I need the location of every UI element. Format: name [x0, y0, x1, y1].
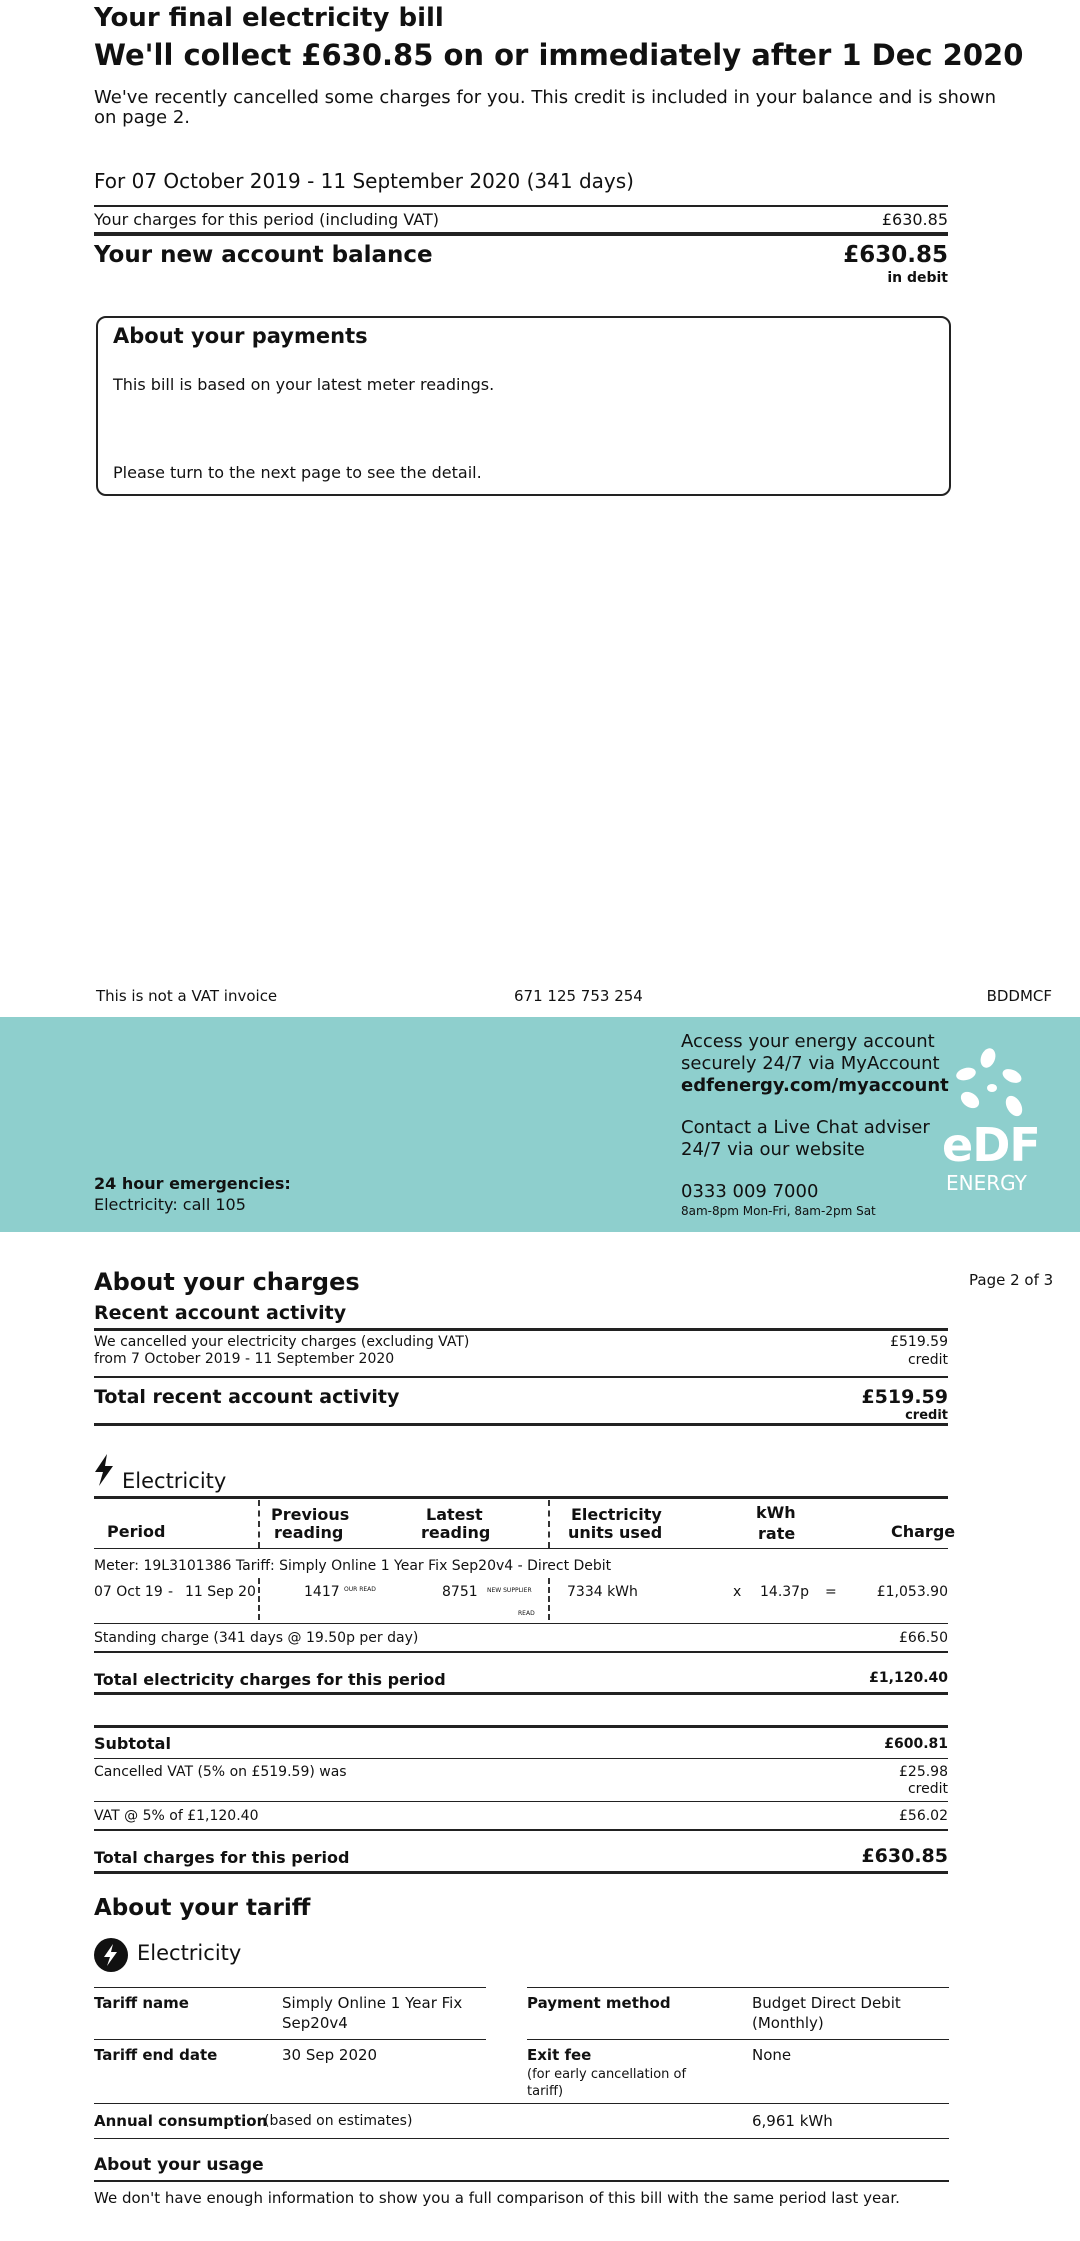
row-previous-tag: OUR READ	[344, 1586, 376, 1593]
header-period: Period	[107, 1522, 166, 1541]
exit-fee-value: None	[752, 2046, 792, 2064]
cancel-text: from 7 October 2019 - 11 September 2020	[94, 1351, 395, 1367]
divider	[94, 1871, 948, 1874]
phone-number: 0333 009 7000	[681, 1181, 819, 1202]
divider	[94, 1376, 948, 1378]
tariff-name-value: Simply Online 1 Year Fix	[282, 1994, 463, 2012]
divider	[94, 2103, 949, 2104]
lightning-icon	[93, 1454, 115, 1486]
payment-method-value: Budget Direct Debit	[752, 1994, 901, 2012]
header-rate: kWh	[756, 1503, 796, 1522]
payment-method-label: Payment method	[527, 1994, 671, 2012]
myaccount-text: Access your energy account	[681, 1031, 935, 1052]
phone-hours: 8am-8pm Mon-Fri, 8am-2pm Sat	[681, 1204, 876, 1218]
total-charges-value: £630.85	[861, 1845, 948, 1867]
row-date-separator: -	[168, 1584, 174, 1600]
total-recent-note: credit	[905, 1408, 948, 1423]
divider	[94, 2039, 486, 2040]
header-charge: Charge	[891, 1522, 956, 1541]
cancel-text: We cancelled your electricity charges (excluding VAT)	[94, 1334, 470, 1350]
divider	[94, 1829, 948, 1831]
edf-logo-sub: ENERGY	[946, 1171, 1027, 1195]
payments-text: Please turn to the next page to see the detail.	[113, 463, 482, 482]
cancel-value: £519.59	[890, 1334, 948, 1350]
charges-value: £630.85	[881, 210, 948, 229]
edf-logo-text: eDF	[942, 1118, 1040, 1172]
exit-fee-note: (for early cancellation of	[527, 2067, 687, 2082]
header-units: units used	[568, 1523, 663, 1542]
divider	[94, 1328, 948, 1331]
tariff-name-value: Sep20v4	[282, 2014, 348, 2032]
live-chat-text: 24/7 via our website	[681, 1139, 865, 1160]
tariff-end-value: 30 Sep 2020	[282, 2046, 378, 2064]
header-previous: Previous	[271, 1505, 350, 1524]
divider	[94, 1692, 948, 1695]
myaccount-text: securely 24/7 via MyAccount	[681, 1053, 940, 1074]
payment-method-value: (Monthly)	[752, 2014, 824, 2032]
account-number: 671 125 753 254	[514, 987, 643, 1005]
divider	[94, 2180, 949, 2182]
divider	[94, 1423, 948, 1426]
exit-fee-label: Exit fee	[527, 2046, 592, 2064]
row-latest-reading: 8751	[442, 1584, 478, 1600]
row-previous-reading: 1417	[304, 1584, 340, 1600]
total-electricity-value: £1,120.40	[869, 1670, 948, 1686]
payments-text: This bill is based on your latest meter readings.	[113, 375, 495, 394]
column-separator	[548, 1578, 550, 1620]
row-latest-tag: READ	[518, 1610, 535, 1617]
total-recent-value: £519.59	[861, 1386, 948, 1408]
subtotal-value: £600.81	[884, 1736, 948, 1752]
balance-value: £630.85	[843, 242, 948, 268]
standing-charge-value: £66.50	[899, 1630, 948, 1646]
header-latest: reading	[421, 1523, 491, 1542]
vat-note: This is not a VAT invoice	[96, 987, 278, 1005]
divider	[527, 2039, 949, 2040]
row-from-date: 07 Oct 19	[94, 1584, 163, 1600]
row-equals: =	[825, 1584, 837, 1600]
recent-activity-title: Recent account activity	[94, 1302, 347, 1324]
divider	[94, 1496, 948, 1499]
divider	[94, 1987, 486, 1988]
subtotal-label: Subtotal	[94, 1734, 171, 1753]
balance-note: in debit	[887, 270, 948, 286]
standing-charge-label: Standing charge (341 days @ 19.50p per day)	[94, 1630, 419, 1646]
header-units: Electricity	[571, 1505, 662, 1524]
payments-title: About your payments	[113, 324, 368, 348]
electricity-title: Electricity	[122, 1469, 227, 1493]
tariff-title: About your tariff	[94, 1895, 311, 1921]
collection-headline: We'll collect £630.85 on or immediately after 1 Dec 2020	[94, 38, 1024, 72]
row-to-date: 11 Sep 20	[185, 1584, 256, 1600]
total-recent-label: Total recent account activity	[94, 1386, 400, 1408]
usage-title: About your usage	[94, 2155, 264, 2175]
usage-text: We don't have enough information to show you a full comparison of this bill with the same period last year.	[94, 2189, 900, 2207]
emergency-text: Electricity: call 105	[94, 1195, 246, 1214]
row-latest-tag: NEW SUPPLIER	[487, 1587, 532, 1594]
tariff-end-label: Tariff end date	[94, 2046, 218, 2064]
column-separator	[258, 1500, 260, 1548]
vat-label: VAT @ 5% of £1,120.40	[94, 1808, 259, 1824]
header-previous: reading	[274, 1523, 344, 1542]
bill-title: Your final electricity bill	[94, 3, 444, 33]
annual-consumption-value: 6,961 kWh	[752, 2112, 833, 2130]
divider	[94, 1651, 948, 1653]
billing-period: For 07 October 2019 - 11 September 2020 (341 days)	[94, 169, 634, 193]
row-rate: 14.37p	[760, 1584, 809, 1600]
total-charges-label: Total charges for this period	[94, 1848, 350, 1867]
myaccount-link[interactable]: edfenergy.com/myaccount	[681, 1075, 949, 1096]
divider	[94, 1623, 948, 1624]
cancelled-vat-label: Cancelled VAT (5% on £519.59) was	[94, 1764, 347, 1780]
lightning-circle-icon	[94, 1938, 128, 1972]
tariff-name-label: Tariff name	[94, 1994, 189, 2012]
annual-consumption-label: Annual consumption	[94, 2112, 268, 2130]
cancel-note: credit	[907, 1352, 948, 1368]
divider	[94, 1758, 948, 1759]
total-electricity-label: Total electricity charges for this period	[94, 1670, 446, 1689]
divider	[94, 232, 948, 236]
divider	[527, 1987, 949, 1988]
reference-code: BDDMCF	[986, 987, 1052, 1005]
divider	[94, 205, 948, 207]
divider	[94, 1548, 948, 1549]
page-number: Page 2 of 3	[969, 1271, 1054, 1289]
header-rate: rate	[758, 1524, 796, 1543]
annual-consumption-note: (based on estimates)	[264, 2113, 413, 2129]
divider	[94, 1725, 948, 1728]
intro-text-line1: We've recently cancelled some charges for you. This credit is included in your balance and is shown	[94, 87, 997, 108]
row-units-used: 7334 kWh	[567, 1584, 638, 1600]
header-latest: Latest	[426, 1505, 483, 1524]
row-charge: £1,053.90	[876, 1584, 948, 1600]
cancelled-vat-value: £25.98	[899, 1764, 948, 1780]
column-separator	[258, 1578, 260, 1620]
emergency-title: 24 hour emergencies:	[94, 1174, 291, 1193]
column-separator	[548, 1500, 550, 1548]
vat-value: £56.02	[899, 1808, 948, 1824]
balance-label: Your new account balance	[94, 242, 433, 268]
live-chat-text: Contact a Live Chat adviser	[681, 1117, 930, 1138]
intro-text-line2: on page 2.	[94, 107, 190, 128]
divider	[94, 2138, 949, 2139]
cancelled-vat-note: credit	[907, 1781, 948, 1797]
row-times: x	[733, 1584, 742, 1600]
exit-fee-note: tariff)	[527, 2084, 564, 2099]
tariff-fuel: Electricity	[137, 1941, 242, 1965]
charges-label: Your charges for this period (including VAT)	[94, 210, 439, 229]
meter-info: Meter: 19L3101386 Tariff: Simply Online 1 Year Fix Sep20v4 - Direct Debit	[94, 1558, 612, 1574]
page2-title: About your charges	[94, 1268, 360, 1296]
divider	[94, 1801, 948, 1802]
